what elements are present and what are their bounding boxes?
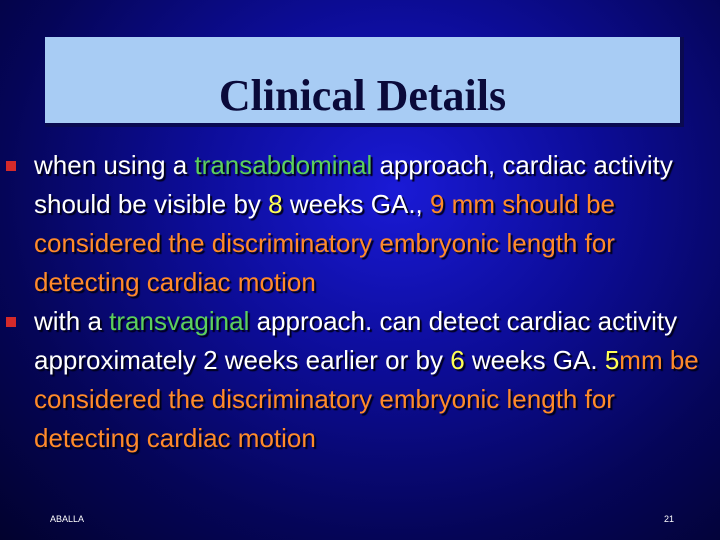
bullet-marker-icon (6, 317, 16, 327)
bullet-item-1 (6, 146, 718, 302)
footer-author: ABALLA (50, 514, 85, 524)
title-box (45, 37, 684, 127)
footer-page-number: 21 (664, 514, 675, 524)
bullet-item-2 (6, 302, 718, 458)
bullet-marker-icon (6, 161, 16, 171)
slide-title: Clinical Details (218, 71, 507, 120)
bullet-list (6, 146, 718, 458)
bullet-text: with a transvaginal approach. can detect cardiac activity approximately 2 weeks earlier or by 6 weeks GA. 5mm be considered the discriminatory embryonic length for detecting cardiac motion (34, 306, 699, 453)
bullet-text: when using a transabdominal approach, cardiac activity should be visible by 8 weeks GA., 9 mm should be considered the discriminatory embryonic length for detecting cardiac motion (34, 150, 673, 297)
